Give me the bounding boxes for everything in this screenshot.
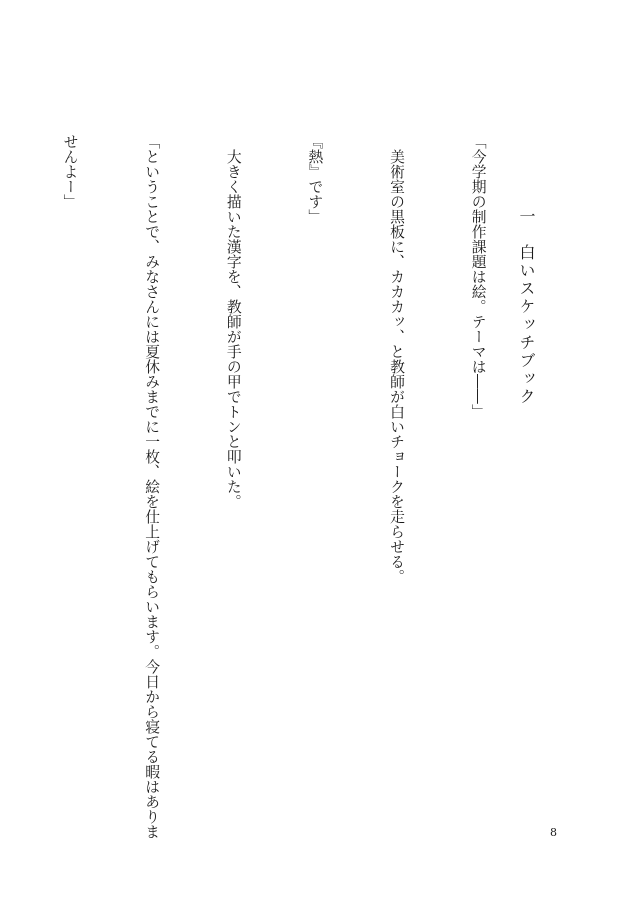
text-line: 美術室の黒板に、カカカッ、と教師が白いチョークを走らせる。 bbox=[387, 134, 405, 584]
text-line: 『熱』です」 bbox=[306, 134, 324, 224]
text-line: 「ということで、みなさんには夏休みまでに一枚、絵を仕上げてもらいます。今日から寝てる暇はありま bbox=[143, 134, 161, 839]
page-number: 8 bbox=[550, 826, 557, 839]
text-line: 「今学期の制作課題は絵。テーマは――」 bbox=[469, 134, 487, 419]
text-line: せんよー」 bbox=[61, 134, 79, 209]
chapter-title: 一 白いスケッチブック bbox=[517, 208, 536, 406]
text-line bbox=[0, 134, 2, 794]
body-text bbox=[0, 134, 546, 839]
text-line: 大きく描いた漢字を、教師が手の甲でトンと叩いた。 bbox=[224, 134, 242, 509]
